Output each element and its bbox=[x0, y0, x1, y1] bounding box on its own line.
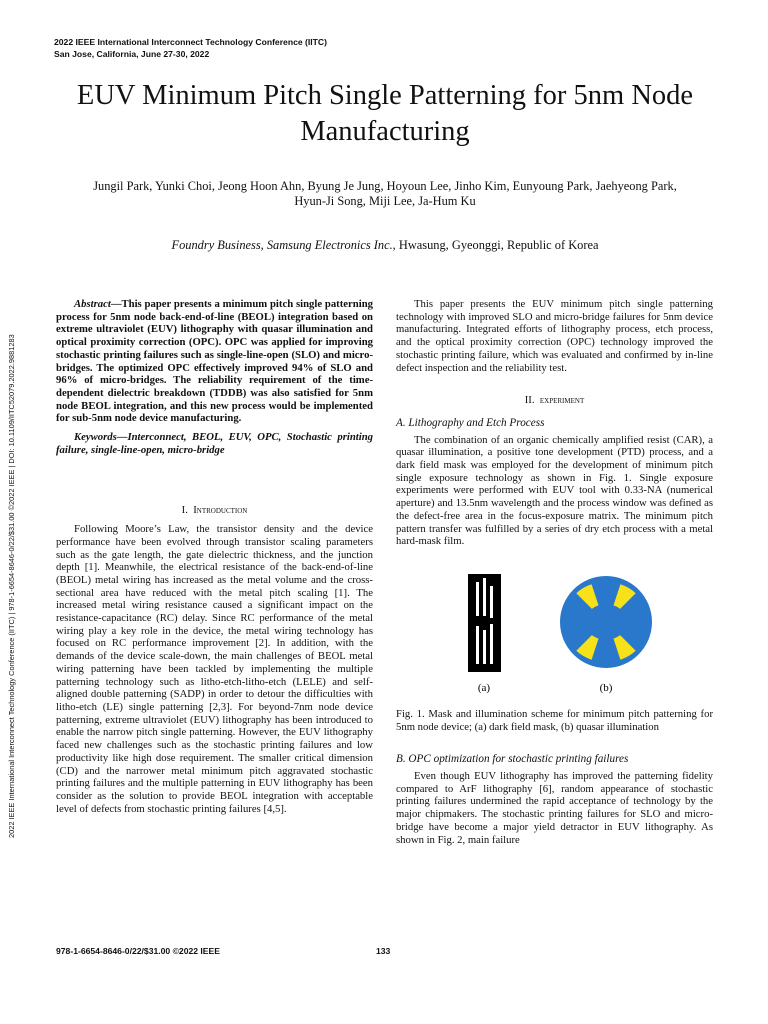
quasar-illumination-pupil bbox=[560, 576, 652, 668]
subsection-a-text: The combination of an organic chemically amplified resist (CAR), a quasar illumination, a positive tone development (PTD) process, and a dark field mask was employed for the development of minimum pitch single exposure technology as shown in Fig. 1. Single exposure experiments were performed with EUV tool with 0.33-NA (numerical aperture) and 13.5nm wavelength and the process window was defined as the defect-free area in the focus-exposure matrix. The minimum pitch pattern transfer was fulfilled by a series of dry etch process with a metal hard-mask film. bbox=[396, 433, 713, 548]
footer-copyright: 978-1-6654-8646-0/22/$31.00 ©2022 IEEE bbox=[56, 946, 221, 956]
subsection-b-text: Even though EUV lithography has improved the patterning fidelity compared to ArF lithography [6], random appearance of stochastic printing failures undermined the rapid acceptance of technology by the major chipmakers. The stochastic printing failures for SLO and micro-bridge have become a major yield detractor in EUV lithography. As shown in Fig. 2, main failure bbox=[396, 770, 713, 846]
section-title: experiment bbox=[539, 394, 585, 407]
dark-field-mask bbox=[468, 574, 501, 672]
abstract-label: Abstract bbox=[74, 298, 111, 310]
figure-1b-label: (b) bbox=[599, 681, 613, 694]
subsection-heading-b: B. OPC optimization for stochastic printing failures bbox=[396, 753, 629, 766]
paper-title: EUV Minimum Pitch Single Patterning for 5nm Node Manufacturing bbox=[76, 80, 694, 147]
affiliation bbox=[40, 238, 730, 253]
section-heading-experiment bbox=[396, 394, 713, 407]
left-column bbox=[56, 298, 373, 815]
intro-continued-text: This paper presents the EUV minimum pitch single patterning technology with improved SLO and micro-bridge failures for 5nm device manufacturing. Integrated efforts of lithography process, etch process, and the optical proximity correction (OPC) technology improved the stochastic printing failure, which was evaluated and confirmed by in-line defect inspection and the reliability test. bbox=[396, 298, 713, 374]
conference-name: 2022 IEEE International Interconnect Technology Conference (IITC) bbox=[54, 37, 327, 47]
figure-1a-label: (a) bbox=[477, 681, 491, 694]
page-number: 133 bbox=[376, 946, 391, 956]
introduction-text: Following Moore’s Law, the transistor density and the device performance have been evolved through transistor scaling parameters such as the gate length, the gate dielectric thickness, and the junction depth [1]. Meanwhile, the electrical resistance of the back-end-of-line (BEOL) metal wiring has increased as the metal volume and the cross-sectional area have reduced with the metal pitch scaling [1]. The increased metal wiring resistance caused a significant impact on the resistance-capacitance (RC) delay. Since RC performance of the metal wiring play a key role in the device, the metal wiring technology has focused on RC performance improvement [2]. In addition, with the demands of the device scale-down, the main challenges of BEOL metal wiring patterning have been tackled by implementing the multiple patterning technology such as litho-etch-litho-etch (LELE) and self-aligned double patterning (SADP) in order to detour the difficulties with litho-etch (LE) single patterning [2,3]. For beyond-7nm node device patterning, extreme ultraviolet (EUV) lithography has been introduced to enable the narrow pitch single patterning. However, the EUV lithography faced new challenges such as the stochastic printing failures and low productivity like high dose requirement. The smaller critical dimension (CD) and the narrower metal minimum pitch aggravated stochastic printing failures and the multiple patterning in EUV lithography has been consider as the solution to provide BEOL integration with acceptable level of defects from stochastic printing failures [4,5]. bbox=[56, 523, 373, 815]
affiliation-org: Foundry Business, Samsung Electronics Inc., bbox=[171, 238, 396, 252]
conference-location: San Jose, California, June 27-30, 2022 bbox=[54, 48, 210, 59]
figure-1 bbox=[396, 574, 713, 704]
section-title: Introduction bbox=[193, 504, 248, 517]
section-number: II. bbox=[524, 394, 535, 407]
author-list bbox=[40, 179, 730, 209]
figure-1-graphic bbox=[396, 574, 713, 704]
right-column bbox=[396, 298, 713, 846]
section-number: I. bbox=[181, 504, 188, 517]
authors-line-2: Hyun-Ji Song, Miji Lee, Ja-Hum Ku bbox=[294, 194, 476, 208]
subsection-heading-a: A. Lithography and Etch Process bbox=[396, 416, 545, 429]
doi-sidebar: 2022 IEEE International Interconnect Technology Conference (IITC) | 978-1-6654-8646-0/22/$31.00 ©2022 IEEE | DOI: 10.1109/IITC52079.2022.9881283 bbox=[7, 334, 16, 838]
authors-line-1: Jungil Park, Yunki Choi, Jeong Hoon Ahn, Byung Je Jung, Hoyoun Lee, Jinho Kim, Eunyoung Park, Jaehyeong Park, bbox=[93, 179, 677, 193]
section-heading-introduction bbox=[56, 504, 373, 517]
figure-1-caption: Fig. 1. Mask and illumination scheme for minimum pitch patterning for 5nm node device; (a) dark field mask, (b) quasar illumination bbox=[396, 707, 713, 733]
abstract bbox=[56, 298, 373, 425]
keywords: Keywords—Interconnect, BEOL, EUV, OPC, Stochastic printing failure, single-line-open, micro-bridge bbox=[56, 431, 373, 456]
affiliation-place: Hwasung, Gyeonggi, Republic of Korea bbox=[395, 238, 599, 252]
conference-header bbox=[54, 37, 327, 60]
abstract-text: —This paper presents a minimum pitch single patterning process for 5nm node back-end-of-line (BEOL) integration based on extreme ultraviolet (EUV) lithography with quasar illumination and optical proximity correction (OPC). OPC was applied for improving stochastic printing failures such as single-line-open (SLO) and micro-bridges. The optimized OPC effectively improved 94% of SLO and 96% of micro-bridges. The reliability requirement of the time-dependent dielectric breakdown (TDDB) was also satisfied for 5nm node BEOL integration, and this new process would be implemented for sub-5nm node device manufacturing. bbox=[56, 298, 373, 425]
